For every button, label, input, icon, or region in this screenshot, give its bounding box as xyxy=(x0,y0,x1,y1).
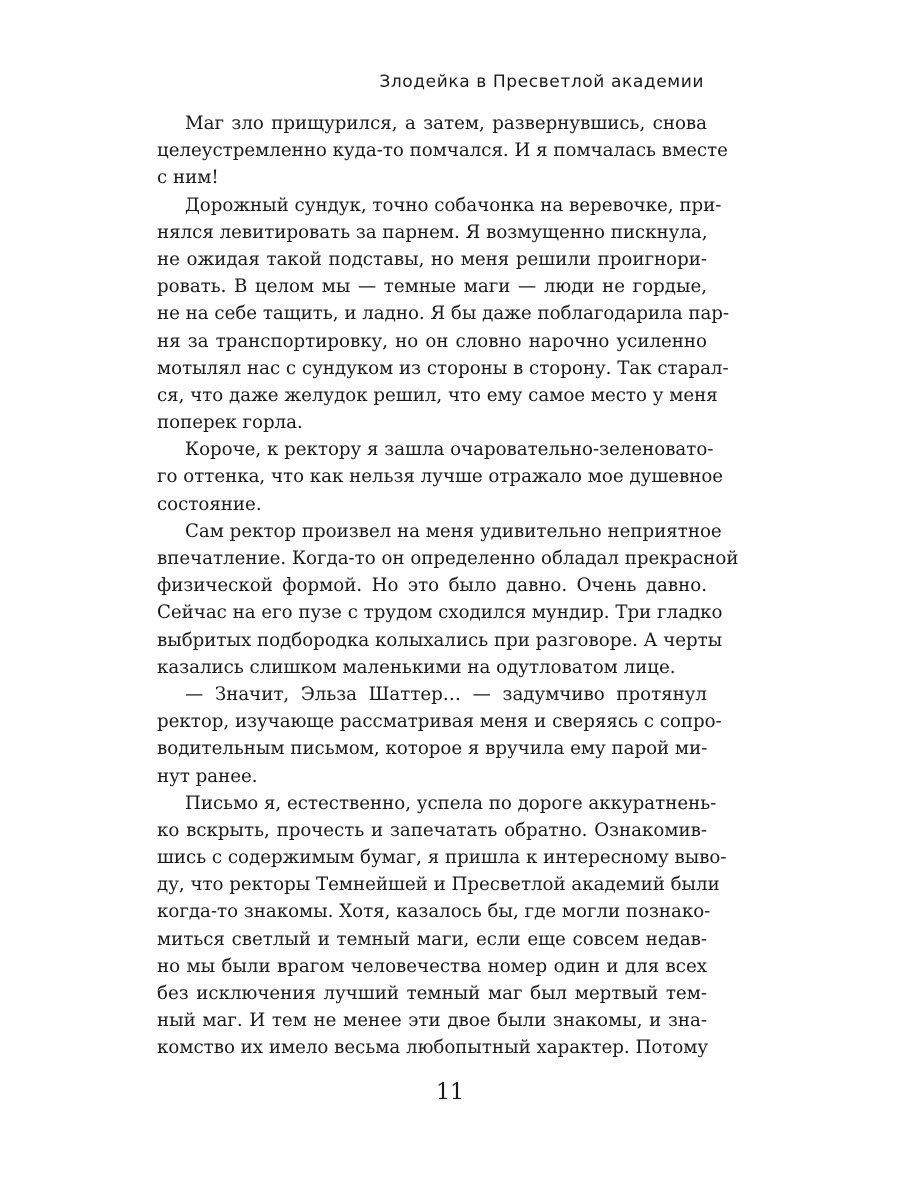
text-line: не на себе тащить, и ладно. Я бы даже поблагодарила пар- xyxy=(157,303,730,325)
text-line: поперек горла. xyxy=(157,412,303,434)
text-line: состояние. xyxy=(157,493,262,515)
text-line: но мы были врагом человечества номер один и для всех xyxy=(157,955,707,977)
text-line: — Значит, Эльза Шаттер… — задумчиво протянул xyxy=(185,683,707,705)
text-line: ду, что ректоры Темнейшей и Пресветлой академий были xyxy=(157,874,720,896)
text-line: ня за транспортировку, но он словно нарочно усиленно xyxy=(157,330,707,352)
text-line: не ожидая такой подставы, но меня решили проигнори- xyxy=(157,248,707,270)
text-line: мотылял нас с сундуком из стороны в сторону. Так старал- xyxy=(157,357,729,379)
text-line: впечатление. Когда-то он определенно обладал прекрасной xyxy=(157,548,739,569)
text-line: шись с содержимым бумаг, я пришла к интересному выво- xyxy=(157,847,727,869)
text-line: Маг зло прищурился, а затем, развернувшись, снова xyxy=(185,113,707,134)
paragraph xyxy=(157,518,739,681)
paragraph xyxy=(157,790,727,1062)
text-line: ровать. В целом мы — темные маги — люди не гордые, xyxy=(157,276,707,298)
text-line: ко вскрыть, прочесть и запечатать обратно. Ознакомив- xyxy=(157,819,707,841)
text-line: казались слишком маленькими на одутловатом лице. xyxy=(157,656,676,678)
paragraph xyxy=(157,110,728,192)
text-line: Дорожный сундук, точно собачонка на веревочке, при- xyxy=(185,194,722,216)
text-line: комство их имело весьма любопытный характер. Потому xyxy=(157,1037,709,1059)
text-line: когда-то знакомы. Хотя, казалось бы, где могли познако- xyxy=(157,901,711,923)
running-title: Злодейка в Пресветлой академии xyxy=(379,72,704,92)
text-line: ся, что даже желудок решил, что ему самое место у меня xyxy=(157,384,718,406)
paragraph xyxy=(157,436,724,518)
paragraph xyxy=(157,192,730,437)
text-line: Короче, к ректору я зашла очаровательно-зеленовато- xyxy=(185,439,714,461)
text-line: с ним! xyxy=(157,167,219,189)
body-text xyxy=(157,110,739,1062)
text-line: нут ранее. xyxy=(157,765,258,787)
text-line: нялся левитировать за парнем. Я возмущенно пискнула, xyxy=(157,221,708,243)
text-line: ректор, изучающе рассматривая меня и сверяясь с сопро- xyxy=(157,711,722,733)
text-line: ный маг. И тем не менее эти двое были знакомы, и зна- xyxy=(157,1010,707,1032)
text-line: целеустремленно куда-то помчался. И я помчалась вместе xyxy=(157,140,728,162)
text-line: миться светлый и темный маги, если еще совсем недав- xyxy=(157,928,707,950)
text-line: без исключения лучший темный маг был мертвый тем- xyxy=(157,983,707,1004)
paragraph xyxy=(157,681,722,790)
text-line: выбритых подбородка колыхались при разговоре. А черты xyxy=(157,629,723,651)
page-number: 11 xyxy=(436,1080,464,1105)
text-line: Письмо я, естественно, успела по дороге аккуратнень- xyxy=(185,792,717,814)
text-line: Сейчас на его пузе с трудом сходился мундир. Три гладко xyxy=(157,602,723,624)
text-line: водительным письмом, которое я вручила ему парой ми- xyxy=(157,738,708,760)
text-line: физической формой. Но это было давно. Очень давно. xyxy=(157,575,707,597)
text-line: Сам ректор произвел на меня удивительно неприятное xyxy=(185,520,722,542)
text-line: го оттенка, что как нельзя лучше отражало мое душевное xyxy=(157,466,724,488)
